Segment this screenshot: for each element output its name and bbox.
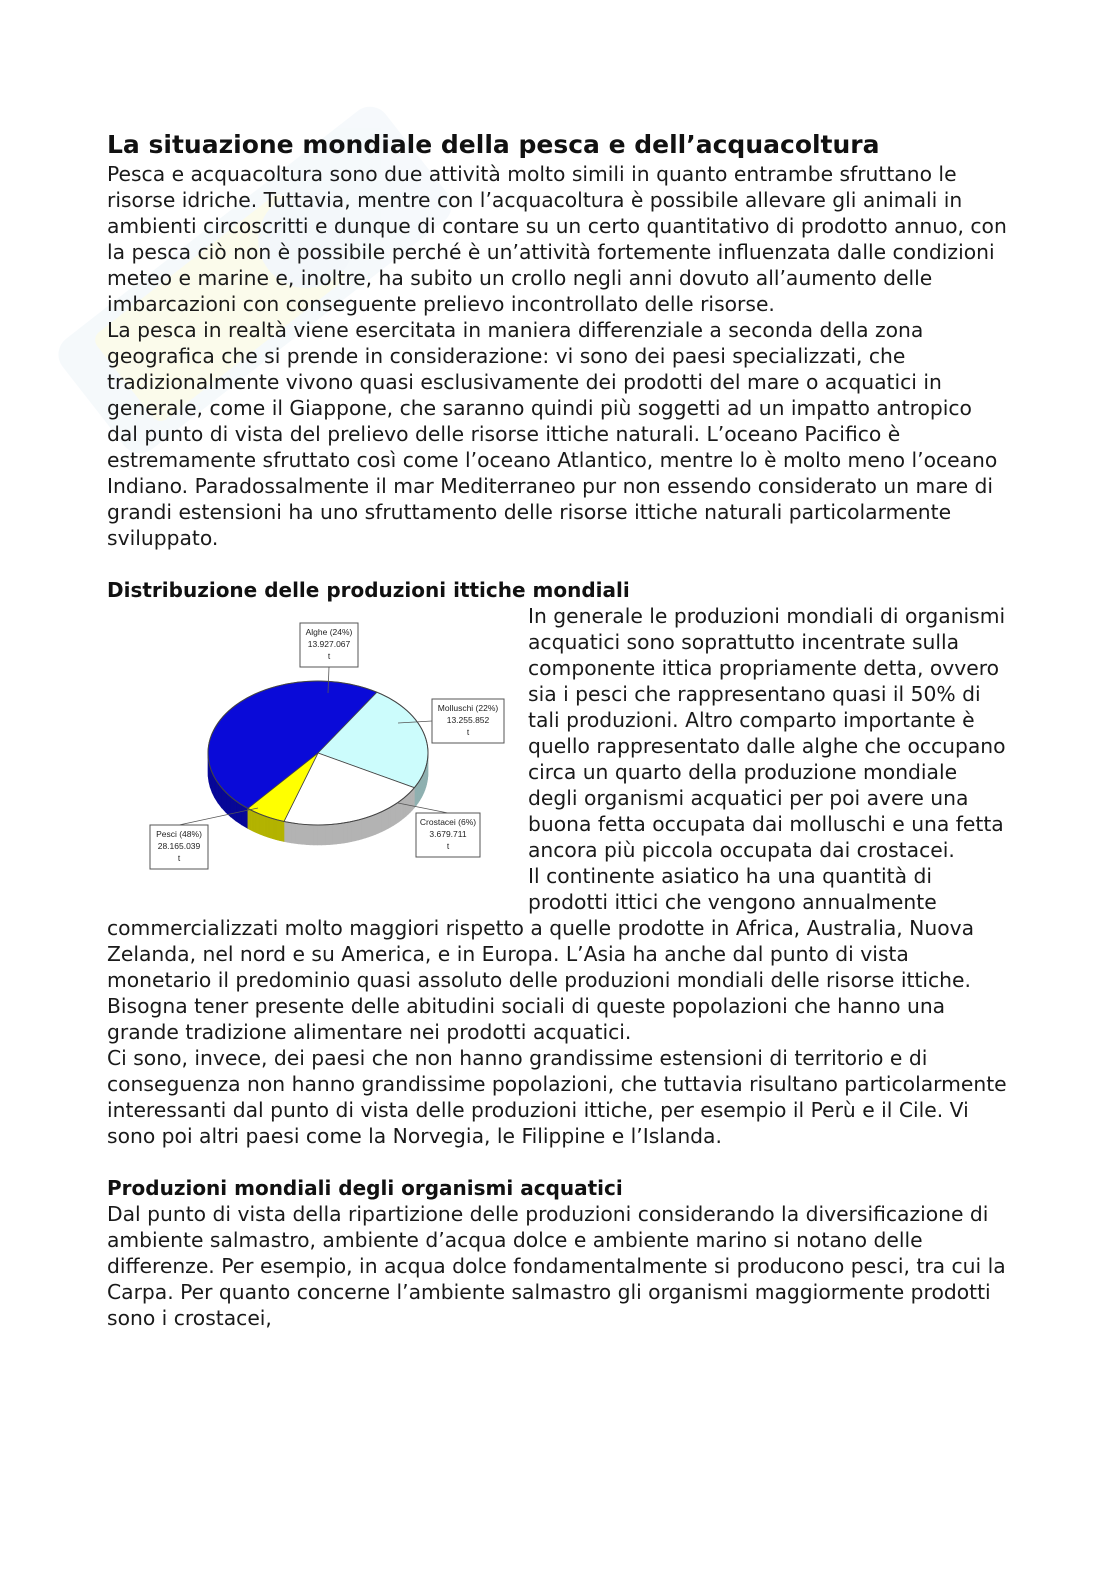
page-title: La situazione mondiale della pesca e dell’acquacoltura (107, 130, 880, 159)
section-heading-produzioni: Produzioni mondiali degli organismi acquatici (107, 1176, 623, 1200)
section-heading-distribuzione: Distribuzione delle produzioni ittiche mondiali (107, 578, 630, 602)
callout-value-pesci: 28.165.039 (157, 841, 201, 851)
pie-side-molluschi (344, 822, 348, 843)
pie-side-molluschi (375, 813, 378, 834)
pie-side-molluschi (401, 798, 403, 820)
pie-side-molluschi (295, 823, 299, 843)
pie-side-molluschi (310, 825, 314, 845)
pie-side-molluschi (325, 825, 329, 845)
pie-side-molluschi (337, 824, 341, 844)
pie-side-molluschi (291, 823, 295, 844)
callout-label-pesci: Pesci (48%) (156, 829, 202, 839)
intro-paragraph-2: La pesca in realtà viene esercitata in maniera differenziale a seconda della zona geografica che si prende in considerazione: vi sono dei paesi specializzati, che tradizionalmente vivono quasi esclusivamente dei prodotti del mare o acquatici in generale, come il Giappone, che saranno quindi più soggetti ad un impatto antropico dal punto di vista del prelievo delle risorse ittiche naturali. L’oceano Pacifico è estremamente sfruttato così come l’oceano Atlantico, mentre lo è molto meno l’oceano Indiano. Paradossalmente il mar Mediterraneo pur non essendo considerato un mare di grandi estensioni ha uno sfruttamento delle risorse ittiche naturali particolarmente sviluppato. (107, 318, 998, 550)
pie-side-molluschi (362, 818, 365, 839)
document-page (107, 128, 1007, 1331)
section1-paragraph-2: Il continente asiatico ha una quantità di prodotti ittici che vengono annualmente commercializzati molto maggiori rispetto a quelle prodotte in Africa, Australia, Nuova Zelanda, nel nord e su America, e in Europa. L’Asia ha anche dal punto di vista monetario il predominio quasi assoluto delle produzioni mondiali delle risorse ittiche. Bisogna tener presente delle abitudini sociali di queste popolazioni che hanno una grande tradizione alimentare nei prodotti acquatici. (107, 864, 975, 1044)
pie-side-molluschi (396, 802, 399, 824)
pie-side-molluschi (372, 814, 375, 835)
pie-chart (100, 603, 528, 909)
callout-label-crostacei: Crostacei (6%) (419, 817, 477, 827)
callout-label-alghe: Alghe (24%) (305, 627, 353, 637)
section2-paragraph-1: Dal punto di vista della ripartizione delle produzioni considerando la diversificazione di ambiente salmastro, ambiente d’acqua dolce e ambiente marino si notano delle differenze. Per esempio, in acqua dolce fondamentalmente si producono pesci, tra cui la Carpa. Per quanto concerne l’ambiente salmastro gli organismi maggiormente prodotti sono i crostacei, (107, 1202, 1006, 1330)
pie-side-molluschi (288, 822, 292, 843)
pie-side-molluschi (404, 796, 406, 818)
callout-unit-pesci: t (177, 853, 181, 863)
pie-side-crostacei (248, 808, 249, 828)
callout-value-crostacei: 3.679.711 (429, 829, 467, 839)
pie-side-molluschi (391, 805, 394, 827)
section1-paragraph-3: Ci sono, invece, dei paesi che non hanno grandissime estensioni di territorio e di conseguenza non hanno grandissime popolazioni, che tuttavia risultano particolarmente interessanti dal punto di vista delle produzioni ittiche, per esempio il Perù e il Cile. Vi sono poi altri paesi come la Norvegia, le Filippine e l’Islanda. (107, 1046, 1007, 1148)
pie-side-molluschi (329, 824, 333, 844)
pie-side-molluschi (314, 825, 318, 845)
pie-side-molluschi (348, 822, 352, 843)
pie-side-molluschi (358, 819, 362, 840)
pie-side-molluschi (365, 817, 368, 838)
callout-label-molluschi: Molluschi (22%) (437, 703, 499, 713)
pie-side-molluschi (340, 823, 344, 844)
callout-value-molluschi: 13.255.852 (446, 715, 490, 725)
pie-side-molluschi (303, 824, 307, 844)
pie-side-molluschi (411, 790, 413, 812)
pie-side-molluschi (408, 792, 410, 814)
pie-side-molluschi (351, 821, 355, 842)
pie-side-molluschi (379, 812, 382, 833)
pie-side-molluschi (306, 825, 310, 845)
intro-paragraph-1: Pesca e acquacoltura sono due attività molto simili in quanto entrambe sfruttano le risorse idriche. Tuttavia, mentre con l’acquacoltura è possibile allevare gli animali in ambienti circoscritti e dunque di contare su un certo quantitativo di prodotto annuo, con la pesca ciò non è possibile perché è un’attività fortemente influenzata dalle condizioni meteo e marine e, inoltre, ha subito un crollo negli anni dovuto all’aumento delle imbarcazioni con conseguente prelievo incontrollato delle risorse. (107, 162, 1007, 316)
callout-unit-molluschi: t (466, 727, 470, 737)
pie-side-molluschi (318, 825, 322, 845)
callout-unit-alghe: t (327, 651, 331, 661)
callout-unit-crostacei: t (446, 841, 450, 851)
pie-side-molluschi (333, 824, 337, 844)
pie-side-molluschi (388, 807, 391, 829)
section1-paragraph-1: In generale le produzioni mondiali di organismi acquatici sono soprattutto incentrate sulla componente ittica propriamente detta, ovvero sia i pesci che rappresentano quasi il 50% di tali produzioni. Altro comparto importante è quello rappresentato dalle alghe che occupano circa un quarto della produzione mondiale degli organismi acquatici per poi avere una buona fetta occupata dai molluschi e una fetta ancora più piccola occupata dai crostacei. (528, 604, 1006, 862)
pie-side-molluschi (369, 816, 372, 837)
pie-side-molluschi (382, 810, 385, 831)
pie-side-molluschi (321, 825, 325, 845)
pie-side-molluschi (299, 824, 303, 844)
pie-side-molluschi (385, 809, 388, 831)
pie-side-molluschi (355, 820, 359, 841)
pie-side-molluschi (284, 821, 288, 842)
callout-value-alghe: 13.927.067 (307, 639, 351, 649)
pie-side-molluschi (394, 804, 397, 826)
